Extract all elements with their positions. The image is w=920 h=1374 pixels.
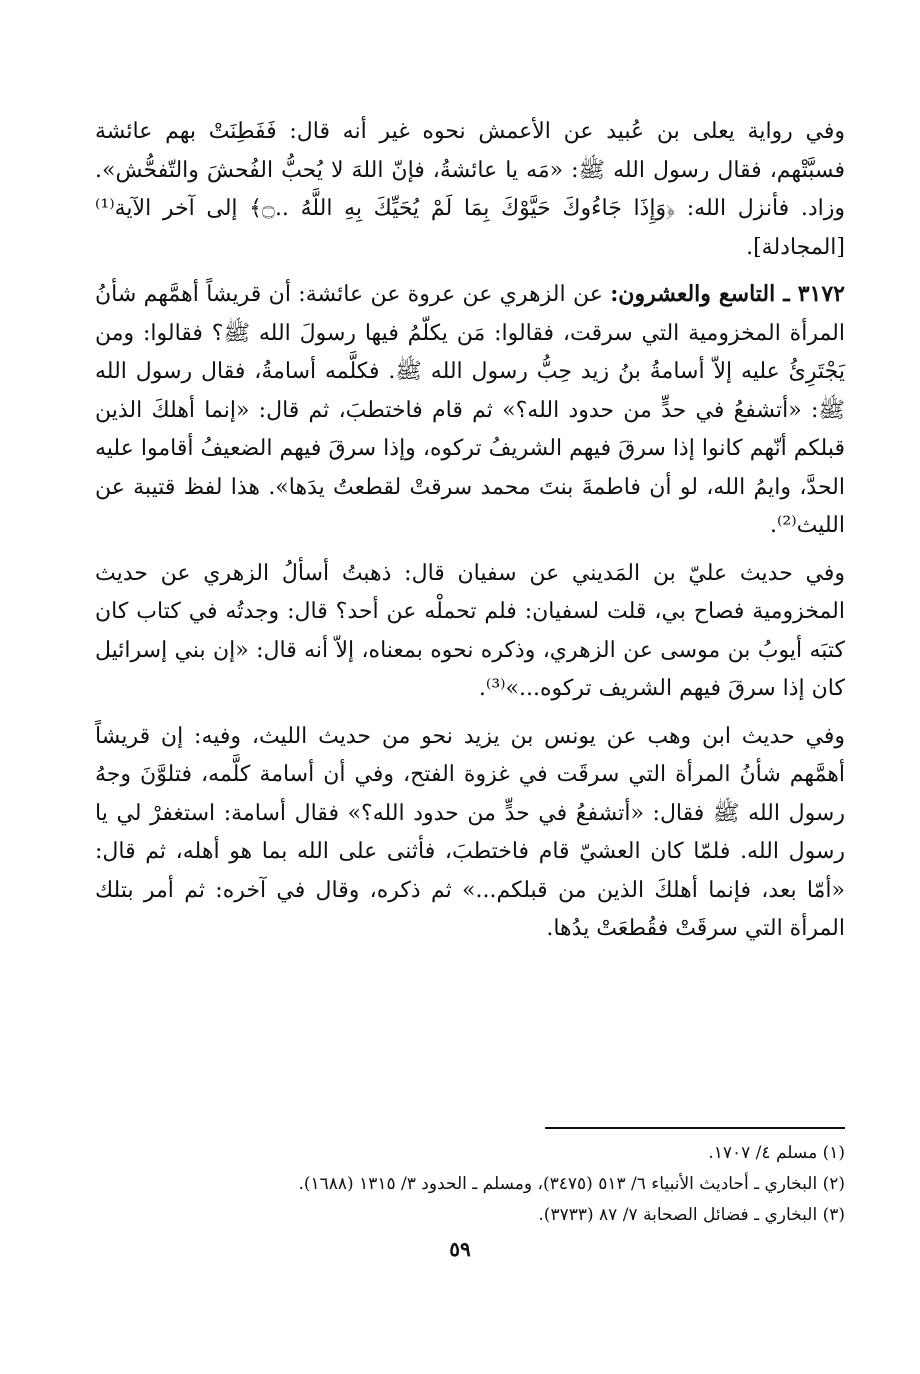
paragraph-2 [95,275,845,546]
paragraph-4-text: وفي حديث ابن وهب عن يونس بن يزيد نحو من حديث الليث، وفيه: إن قريشاً أهمَّهم شأنُ المرأة التي سرقَت في غزوة الفتح، وفي أن أسامة كلَّمه، فتلوَّنَ وجهُ رسول الله ﷺ فقال: «أتشفعُ في حدٍّ من حدود الله؟» فقال أسامة: استغفرْ لي يا رسول الله. فلمّا كان العشيّ قام فاختطبَ، فأثنى على الله بما هو أهله، ثم قال: «أمّا بعد، فإنما أهلكَ الذين من قبلكم...» ثم ذكره، وقال في آخره: ثم أمر بتلك المرأة التي سرقَتْ فقُطعَتْ يدُها. [95,723,845,941]
paragraph-2-lead: ٣١٧٢ ـ التاسع والعشرون: [610,281,845,307]
footnote-3: (٣) البخاري ـ فضائل الصحابة ٧/ ٨٧ (٣٧٣٣). [538,1205,845,1225]
paragraph-1-text: وفي رواية يعلى بن عُبيد عن الأعمش نحوه غير أنه قال: فَفَطِنَتْ بهم عائشة فسبَّتْهم، فقال رسول الله ﷺ: «مَه يا عائشةُ، فإنّ اللهَ لا يُحبُّ الفُحشَ والتّفحُّش». وزاد. فأنزل الله: ﴿وَإِذَا جَاءُوكَ حَيَّوْكَ بِمَا لَمْ يُحَيِّكَ بِهِ اللَّهُ ..۝﴾ إلى آخر الآية⁽¹⁾ [المجادلة]. [95,119,845,260]
paragraph-3-text: وفي حديث عليّ بن المَديني عن سفيان قال: ذهبتُ أسألُ الزهري عن حديث المخزومية فصاح بي، قلت لسفيان: فلم تحملْه عن أحد؟ قال: وجدتُه في كتاب كان كتبَه أيوبُ بن موسى عن الزهري، وذكره نحوه بمعناه، إلاّ أنه قال: «إن بني إسرائيل كان إذا سرقَ فيهم الشريف تركوه...»⁽³⁾. [95,560,845,701]
footnote-1: (١) مسلم ٤/ ١٧٠٧. [708,1143,845,1163]
footnotes [95,1138,845,1231]
page-number: ٥٩ [449,1237,471,1261]
footnote-divider [545,1127,845,1129]
footnote-2: (٢) البخاري ـ أحاديث الأنبياء ٦/ ٥١٣ (٣٤٧٥)، ومسلم ـ الحدود ٣/ ١٣١٥ (١٦٨٨). [298,1174,845,1194]
paragraph-1 [95,112,845,267]
main-text [95,112,845,957]
paragraph-3 [95,554,845,709]
paragraph-2-text: عن الزهري عن عروة عن عائشة: أن قريشاً أهمَّهم شأنُ المرأة المخزومية التي سرقت، فقالوا: مَن يكلّمُ فيها رسولَ الله ﷺ؟ فقالوا: ومن يَجْتَرِئُ عليه إلاّ أسامةُ بنُ زيد حِبُّ رسول الله ﷺ. فكلَّمه أسامةُ، فقال رسول الله ﷺ: «أتشفعُ في حدٍّ من حدود الله؟» ثم قام فاختطبَ، ثم قال: «إنما أهلكَ الذين قبلكم أنّهم كانوا إذا سرقَ فيهم الشريفُ تركوه، وإذا سرقَ فيهم الضعيفُ أقاموا عليه الحدَّ، وايمُ الله، لو أن فاطمةَ بنتَ محمد سرقتْ لقطعتُ يدَها». هذا لفظ قتيبة عن الليث⁽²⁾. [95,282,845,538]
paragraph-4 [95,717,845,949]
